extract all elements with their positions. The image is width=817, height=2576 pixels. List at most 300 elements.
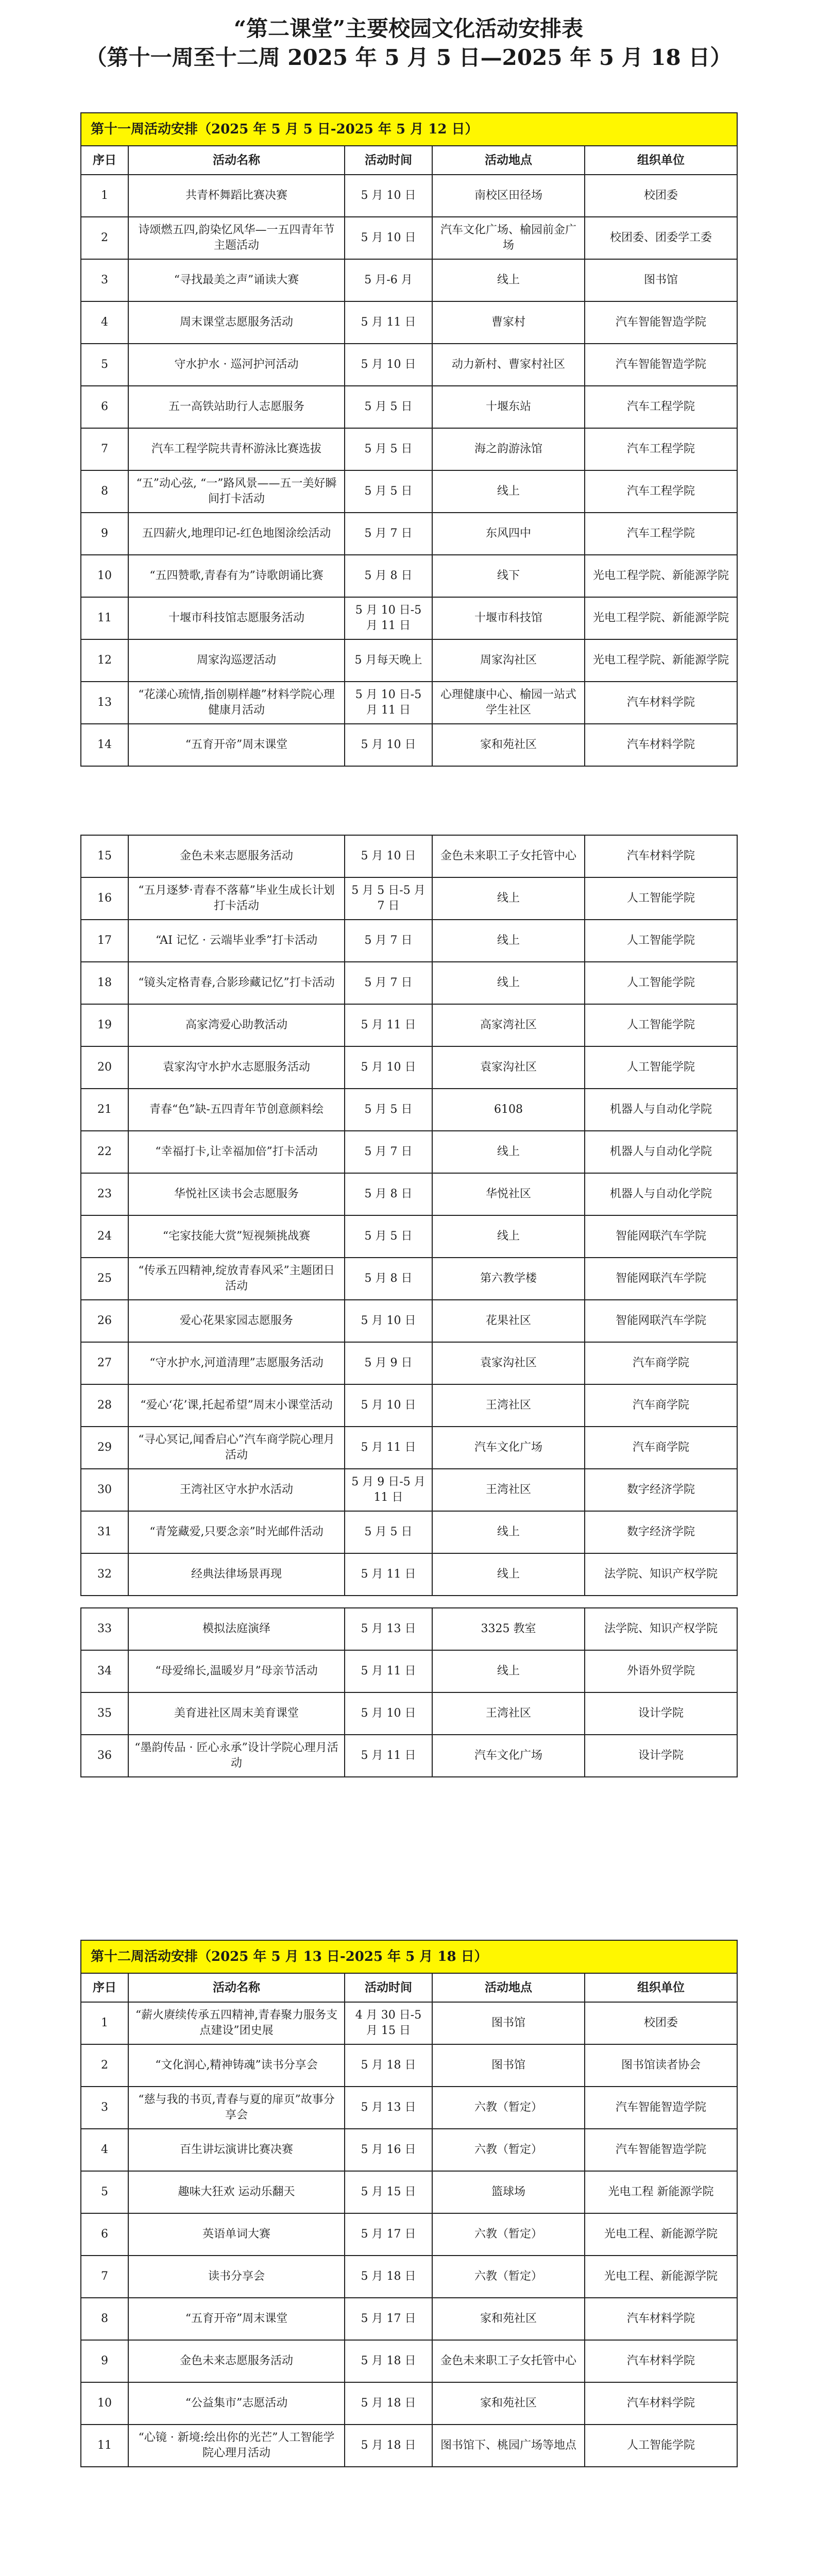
table-row [81, 428, 737, 470]
table-row [81, 301, 737, 344]
activity-time: 5 月 11 日 [345, 1735, 432, 1777]
activity-name: 五一高铁站助行人志愿服务 [128, 386, 345, 428]
activity-time: 5 月 11 日 [345, 1004, 432, 1046]
row-index: 25 [81, 1258, 128, 1300]
activity-name: “花漾心琉情,指创剔样趣”材料学院心理健康月活动 [128, 682, 345, 724]
schedule-table [80, 1607, 738, 1777]
organizer: 智能网联汽车学院 [585, 1215, 737, 1258]
table-row [81, 1258, 737, 1300]
activity-time: 5 月 16 日 [345, 2129, 432, 2171]
activity-location: 线上 [432, 1215, 585, 1258]
activity-location: 线上 [432, 470, 585, 513]
organizer: 汽车智能智造学院 [585, 2087, 737, 2129]
organizer: 图书馆读者协会 [585, 2044, 737, 2087]
activity-location: 家和苑社区 [432, 724, 585, 766]
organizer: 校团委、团委学工委 [585, 217, 737, 259]
activity-name: “青笼藏爱,只要念亲”时光邮件活动 [128, 1511, 345, 1553]
table-row [81, 344, 737, 386]
organizer: 汽车材料学院 [585, 2382, 737, 2425]
table-row [81, 639, 737, 682]
table-row [81, 1553, 737, 1596]
activity-time: 5 月 5 日 [345, 1215, 432, 1258]
activity-time: 5 月 18 日 [345, 2340, 432, 2382]
activity-name: “五月逐梦·青春不落幕”毕业生成长计划打卡活动 [128, 877, 345, 920]
activity-name: “文化润心,精神铸魂”读书分享会 [128, 2044, 345, 2087]
organizer: 智能网联汽车学院 [585, 1300, 737, 1342]
organizer: 汽车工程学院 [585, 386, 737, 428]
activity-location: 线上 [432, 1650, 585, 1692]
table-row [81, 2213, 737, 2256]
row-index: 16 [81, 877, 128, 920]
activity-location: 袁家沟社区 [432, 1342, 585, 1384]
activity-name: 爱心花果家园志愿服务 [128, 1300, 345, 1342]
activity-location: 曹家村 [432, 301, 585, 344]
activity-name: 守水护水 · 巡河护河活动 [128, 344, 345, 386]
activity-name: “宅家技能大赏”短视频挑战赛 [128, 1215, 345, 1258]
row-index: 13 [81, 682, 128, 724]
organizer: 人工智能学院 [585, 877, 737, 920]
activity-name: 袁家沟守水护水志愿服务活动 [128, 1046, 345, 1089]
activity-location: 金色未来职工子女托管中心 [432, 2340, 585, 2382]
activity-location: 3325 教室 [432, 1608, 585, 1650]
title-block [0, 14, 817, 72]
table-row [81, 1511, 737, 1553]
activity-location: 家和苑社区 [432, 2382, 585, 2425]
row-index: 20 [81, 1046, 128, 1089]
organizer: 光电工程、新能源学院 [585, 2256, 737, 2298]
activity-time: 5 月 10 日 [345, 1692, 432, 1735]
activity-name: “寻找最美之声”诵读大赛 [128, 259, 345, 301]
organizer: 人工智能学院 [585, 920, 737, 962]
organizer: 机器人与自动化学院 [585, 1131, 737, 1173]
table-row [81, 1427, 737, 1469]
row-index: 23 [81, 1173, 128, 1215]
table-row [81, 1608, 737, 1650]
row-index: 32 [81, 1553, 128, 1596]
activity-name: “传承五四精神,绽放青春风采”主题团日活动 [128, 1258, 345, 1300]
column-header: 活动地点 [432, 146, 585, 175]
row-index: 9 [81, 2340, 128, 2382]
column-header: 活动地点 [432, 1973, 585, 2002]
organizer: 汽车智能智造学院 [585, 301, 737, 344]
table-row [81, 2171, 737, 2213]
table-row [81, 513, 737, 555]
activity-name: 模拟法庭演绎 [128, 1608, 345, 1650]
activity-time: 5 月 5 日 [345, 386, 432, 428]
activity-time: 5 月 10 日-5 月 11 日 [345, 597, 432, 639]
organizer: 机器人与自动化学院 [585, 1173, 737, 1215]
activity-location: 图书馆 [432, 2044, 585, 2087]
column-header: 序日 [81, 1973, 128, 2002]
activity-location: 王湾社区 [432, 1384, 585, 1427]
activity-location: 心理健康中心、榆园一站式学生社区 [432, 682, 585, 724]
organizer: 汽车商学院 [585, 1427, 737, 1469]
table-row [81, 1004, 737, 1046]
organizer: 外语外贸学院 [585, 1650, 737, 1692]
row-index: 5 [81, 344, 128, 386]
row-index: 7 [81, 428, 128, 470]
activity-time: 5 月 9 日-5 月 11 日 [345, 1469, 432, 1511]
activity-time: 5 月 18 日 [345, 2256, 432, 2298]
activity-location: 王湾社区 [432, 1692, 585, 1735]
activity-name: “五”动心弦, “一”路风景——五一美好瞬间打卡活动 [128, 470, 345, 513]
activity-name: 王湾社区守水护水活动 [128, 1469, 345, 1511]
table-row [81, 962, 737, 1004]
activity-name: 经典法律场景再现 [128, 1553, 345, 1596]
organizer: 汽车材料学院 [585, 835, 737, 877]
organizer: 校团委 [585, 175, 737, 217]
column-header: 组织单位 [585, 146, 737, 175]
schedule-table [80, 1940, 738, 2467]
activity-time: 5 月 10 日 [345, 344, 432, 386]
activity-time: 5 月 10 日-5 月 11 日 [345, 682, 432, 724]
row-index: 17 [81, 920, 128, 962]
row-index: 5 [81, 2171, 128, 2213]
activity-location: 袁家沟社区 [432, 1046, 585, 1089]
activity-name: 共青杯舞蹈比赛决赛 [128, 175, 345, 217]
activity-location: 线上 [432, 1511, 585, 1553]
activity-name: “公益集市”志愿活动 [128, 2382, 345, 2425]
activity-time: 5 月 5 日 [345, 1089, 432, 1131]
activity-name: 汽车工程学院共青杯游泳比赛选拔 [128, 428, 345, 470]
activity-name: “慈与我的书页,青春与夏的扉页”故事分享会 [128, 2087, 345, 2129]
organizer: 数字经济学院 [585, 1511, 737, 1553]
activity-time: 5 月 7 日 [345, 1131, 432, 1173]
row-index: 31 [81, 1511, 128, 1553]
row-index: 3 [81, 259, 128, 301]
activity-time: 5 月 8 日 [345, 1258, 432, 1300]
row-index: 30 [81, 1469, 128, 1511]
table-row [81, 1089, 737, 1131]
activity-location: 六教（暂定） [432, 2129, 585, 2171]
row-index: 3 [81, 2087, 128, 2129]
row-index: 22 [81, 1131, 128, 1173]
activity-time: 5 月 15 日 [345, 2171, 432, 2213]
activity-name: “守水护水,河道清理”志愿服务活动 [128, 1342, 345, 1384]
table-row [81, 2129, 737, 2171]
activity-name: “薪火赓续传承五四精神,青春聚力服务支点建设”团史展 [128, 2002, 345, 2044]
activity-name: “五育开帝”周末课堂 [128, 2298, 345, 2340]
table-row [81, 2044, 737, 2087]
schedule-table [80, 835, 738, 1596]
table-row [81, 1692, 737, 1735]
activity-name: “爱心‘花’课,托起希望”周末小课堂活动 [128, 1384, 345, 1427]
row-index: 6 [81, 386, 128, 428]
activity-location: 六教（暂定） [432, 2087, 585, 2129]
activity-location: 十堰东站 [432, 386, 585, 428]
activity-location: 线上 [432, 1131, 585, 1173]
activity-location: 汽车文化广场 [432, 1427, 585, 1469]
table-row [81, 2425, 737, 2467]
row-index: 12 [81, 639, 128, 682]
activity-location: 家和苑社区 [432, 2298, 585, 2340]
activity-location: 汽车文化广场、榆园前金广场 [432, 217, 585, 259]
activity-time: 5 月 9 日 [345, 1342, 432, 1384]
row-index: 9 [81, 513, 128, 555]
organizer: 数字经济学院 [585, 1469, 737, 1511]
activity-location: 线上 [432, 962, 585, 1004]
activity-time: 5 月 11 日 [345, 301, 432, 344]
table-row [81, 1469, 737, 1511]
activity-name: “心镜 · 新境:绘出你的光芒”人工智能学院心理月活动 [128, 2425, 345, 2467]
organizer: 光电工程学院、新能源学院 [585, 597, 737, 639]
row-index: 24 [81, 1215, 128, 1258]
table-row [81, 1735, 737, 1777]
activity-location: 高家湾社区 [432, 1004, 585, 1046]
organizer: 图书馆 [585, 259, 737, 301]
activity-name: 周家沟巡逻活动 [128, 639, 345, 682]
activity-location: 线上 [432, 259, 585, 301]
activity-time: 5 月 11 日 [345, 1650, 432, 1692]
activity-location: 线下 [432, 555, 585, 597]
activity-name: 美育进社区周末美育课堂 [128, 1692, 345, 1735]
table-row [81, 386, 737, 428]
activity-location: 海之韵游泳馆 [432, 428, 585, 470]
row-index: 15 [81, 835, 128, 877]
activity-name: 读书分享会 [128, 2256, 345, 2298]
organizer: 汽车智能智造学院 [585, 344, 737, 386]
table-row [81, 920, 737, 962]
activity-name: 十堰市科技馆志愿服务活动 [128, 597, 345, 639]
organizer: 汽车智能智造学院 [585, 2129, 737, 2171]
activity-time: 5 月 17 日 [345, 2298, 432, 2340]
activity-name: 英语单词大赛 [128, 2213, 345, 2256]
row-index: 4 [81, 301, 128, 344]
activity-location: 花果社区 [432, 1300, 585, 1342]
organizer: 光电工程 新能源学院 [585, 2171, 737, 2213]
activity-location: 图书馆下、桃园广场等地点 [432, 2425, 585, 2467]
row-index: 11 [81, 2425, 128, 2467]
row-index: 1 [81, 175, 128, 217]
activity-name: “AI 记忆 · 云端毕业季”打卡活动 [128, 920, 345, 962]
activity-name: “墨韵传品 · 匠心永承”设计学院心理月活动 [128, 1735, 345, 1777]
organizer: 光电工程学院、新能源学院 [585, 639, 737, 682]
activity-time: 5 月 18 日 [345, 2382, 432, 2425]
row-index: 26 [81, 1300, 128, 1342]
activity-time: 5 月 10 日 [345, 1046, 432, 1089]
row-index: 8 [81, 470, 128, 513]
table-row [81, 1342, 737, 1384]
row-index: 10 [81, 555, 128, 597]
row-index: 6 [81, 2213, 128, 2256]
organizer: 汽车材料学院 [585, 682, 737, 724]
activity-location: 篮球场 [432, 2171, 585, 2213]
activity-time: 5 月 8 日 [345, 1173, 432, 1215]
organizer: 机器人与自动化学院 [585, 1089, 737, 1131]
activity-name: “母爱绵长,温暖岁月”母亲节活动 [128, 1650, 345, 1692]
row-index: 21 [81, 1089, 128, 1131]
activity-time: 5 月 7 日 [345, 513, 432, 555]
activity-name: 高家湾爱心助教活动 [128, 1004, 345, 1046]
activity-name: “镜头定格青春,合影珍藏记忆”打卡活动 [128, 962, 345, 1004]
activity-location: 六教（暂定） [432, 2256, 585, 2298]
table-row [81, 835, 737, 877]
table-row [81, 1650, 737, 1692]
organizer: 人工智能学院 [585, 1004, 737, 1046]
organizer: 法学院、知识产权学院 [585, 1553, 737, 1596]
row-index: 11 [81, 597, 128, 639]
organizer: 汽车工程学院 [585, 470, 737, 513]
table-row [81, 470, 737, 513]
activity-time: 5 月 13 日 [345, 2087, 432, 2129]
activity-location: 王湾社区 [432, 1469, 585, 1511]
activity-location: 图书馆 [432, 2002, 585, 2044]
organizer: 设计学院 [585, 1692, 737, 1735]
table-row [81, 259, 737, 301]
activity-time: 5 月 7 日 [345, 962, 432, 1004]
table-row [81, 1215, 737, 1258]
table-row [81, 1131, 737, 1173]
organizer: 汽车材料学院 [585, 2298, 737, 2340]
row-index: 34 [81, 1650, 128, 1692]
row-index: 33 [81, 1608, 128, 1650]
activity-name: 周末课堂志愿服务活动 [128, 301, 345, 344]
activity-name: “寻心冥记,闻香启心”汽车商学院心理月活动 [128, 1427, 345, 1469]
column-header: 序日 [81, 146, 128, 175]
row-index: 2 [81, 2044, 128, 2087]
activity-time: 5 月-6 月 [345, 259, 432, 301]
row-index: 18 [81, 962, 128, 1004]
activity-location: 线上 [432, 1553, 585, 1596]
activity-time: 5 月 10 日 [345, 724, 432, 766]
organizer: 设计学院 [585, 1735, 737, 1777]
schedule-table [80, 112, 738, 767]
row-index: 36 [81, 1735, 128, 1777]
activity-time: 5 月 10 日 [345, 175, 432, 217]
activity-name: 金色未来志愿服务活动 [128, 835, 345, 877]
row-index: 29 [81, 1427, 128, 1469]
organizer: 光电工程、新能源学院 [585, 2213, 737, 2256]
activity-name: 趣味大狂欢 运动乐翻天 [128, 2171, 345, 2213]
activity-location: 第六教学楼 [432, 1258, 585, 1300]
table-row [81, 1046, 737, 1089]
activity-time: 5 月 5 日 [345, 1511, 432, 1553]
table-row [81, 217, 737, 259]
table-row [81, 2340, 737, 2382]
table-row [81, 1173, 737, 1215]
table-row [81, 2002, 737, 2044]
table-row [81, 555, 737, 597]
activity-location: 华悦社区 [432, 1173, 585, 1215]
activity-time: 5 月 10 日 [345, 1300, 432, 1342]
organizer: 光电工程学院、新能源学院 [585, 555, 737, 597]
activity-name: 青春“色”缺-五四青年节创意颜料绘 [128, 1089, 345, 1131]
organizer: 法学院、知识产权学院 [585, 1608, 737, 1650]
organizer: 汽车材料学院 [585, 2340, 737, 2382]
activity-time: 5 月 13 日 [345, 1608, 432, 1650]
column-header: 活动名称 [128, 146, 345, 175]
column-header: 活动时间 [345, 1973, 432, 2002]
organizer: 汽车商学院 [585, 1384, 737, 1427]
activity-time: 5 月 11 日 [345, 1553, 432, 1596]
row-index: 35 [81, 1692, 128, 1735]
organizer: 汽车材料学院 [585, 724, 737, 766]
activity-location: 线上 [432, 920, 585, 962]
row-index: 10 [81, 2382, 128, 2425]
table-row [81, 175, 737, 217]
activity-location: 金色未来职工子女托管中心 [432, 835, 585, 877]
row-index: 4 [81, 2129, 128, 2171]
activity-time: 5 月 18 日 [345, 2425, 432, 2467]
table-row [81, 1300, 737, 1342]
activity-time: 5 月 5 日-5 月 7 日 [345, 877, 432, 920]
activity-location: 六教（暂定） [432, 2213, 585, 2256]
table-row [81, 724, 737, 766]
activity-location: 周家沟社区 [432, 639, 585, 682]
activity-time: 5 月 17 日 [345, 2213, 432, 2256]
table-row [81, 2382, 737, 2425]
row-index: 14 [81, 724, 128, 766]
page-subtitle: （第十一周至十二周 2025 年 5 月 5 日—2025 年 5 月 18 日） [85, 45, 732, 70]
column-header: 组织单位 [585, 1973, 737, 2002]
activity-name: 金色未来志愿服务活动 [128, 2340, 345, 2382]
row-index: 27 [81, 1342, 128, 1384]
organizer: 汽车工程学院 [585, 428, 737, 470]
column-header: 活动名称 [128, 1973, 345, 2002]
activity-time: 5 月 11 日 [345, 1427, 432, 1469]
table-row [81, 2087, 737, 2129]
activity-location: 动力新村、曹家村社区 [432, 344, 585, 386]
activity-location: 南校区田径场 [432, 175, 585, 217]
table-row [81, 1384, 737, 1427]
row-index: 1 [81, 2002, 128, 2044]
activity-location: 汽车文化广场 [432, 1735, 585, 1777]
organizer: 校团委 [585, 2002, 737, 2044]
activity-time: 5 月 7 日 [345, 920, 432, 962]
row-index: 19 [81, 1004, 128, 1046]
activity-name: 华悦社区读书会志愿服务 [128, 1173, 345, 1215]
row-index: 7 [81, 2256, 128, 2298]
activity-time: 5 月每天晚上 [345, 639, 432, 682]
organizer: 人工智能学院 [585, 1046, 737, 1089]
activity-name: 诗颂燃五四,韵染忆风华—一五四青年节主题活动 [128, 217, 345, 259]
row-index: 2 [81, 217, 128, 259]
activity-name: 百生讲坛演讲比赛决赛 [128, 2129, 345, 2171]
activity-time: 5 月 5 日 [345, 470, 432, 513]
activity-location: 东风四中 [432, 513, 585, 555]
table-row [81, 2256, 737, 2298]
activity-time: 5 月 18 日 [345, 2044, 432, 2087]
organizer: 智能网联汽车学院 [585, 1258, 737, 1300]
activity-time: 4 月 30 日-5 月 15 日 [345, 2002, 432, 2044]
activity-name: 五四薪火,地理印记-红色地图涂绘活动 [128, 513, 345, 555]
activity-time: 5 月 10 日 [345, 835, 432, 877]
activity-time: 5 月 8 日 [345, 555, 432, 597]
activity-location: 线上 [432, 877, 585, 920]
section-title: 第十一周活动安排（2025 年 5 月 5 日-2025 年 5 月 12 日） [81, 113, 737, 146]
organizer: 人工智能学院 [585, 2425, 737, 2467]
activity-time: 5 月 5 日 [345, 428, 432, 470]
table-row [81, 2298, 737, 2340]
activity-name: “幸福打卡,让幸福加倍”打卡活动 [128, 1131, 345, 1173]
activity-location: 6108 [432, 1089, 585, 1131]
activity-name: “五四赞歌,青春有为”诗歌朗诵比赛 [128, 555, 345, 597]
table-row [81, 877, 737, 920]
section-title: 第十二周活动安排（2025 年 5 月 13 日-2025 年 5 月 18 日） [81, 1940, 737, 1973]
row-index: 28 [81, 1384, 128, 1427]
row-index: 8 [81, 2298, 128, 2340]
activity-name: “五育开帝”周末课堂 [128, 724, 345, 766]
organizer: 人工智能学院 [585, 962, 737, 1004]
organizer: 汽车工程学院 [585, 513, 737, 555]
table-row [81, 682, 737, 724]
organizer: 汽车商学院 [585, 1342, 737, 1384]
activity-time: 5 月 10 日 [345, 1384, 432, 1427]
activity-time: 5 月 10 日 [345, 217, 432, 259]
table-row [81, 597, 737, 639]
page-title: “第二课堂”主要校园文化活动安排表 [233, 16, 584, 41]
column-header: 活动时间 [345, 146, 432, 175]
